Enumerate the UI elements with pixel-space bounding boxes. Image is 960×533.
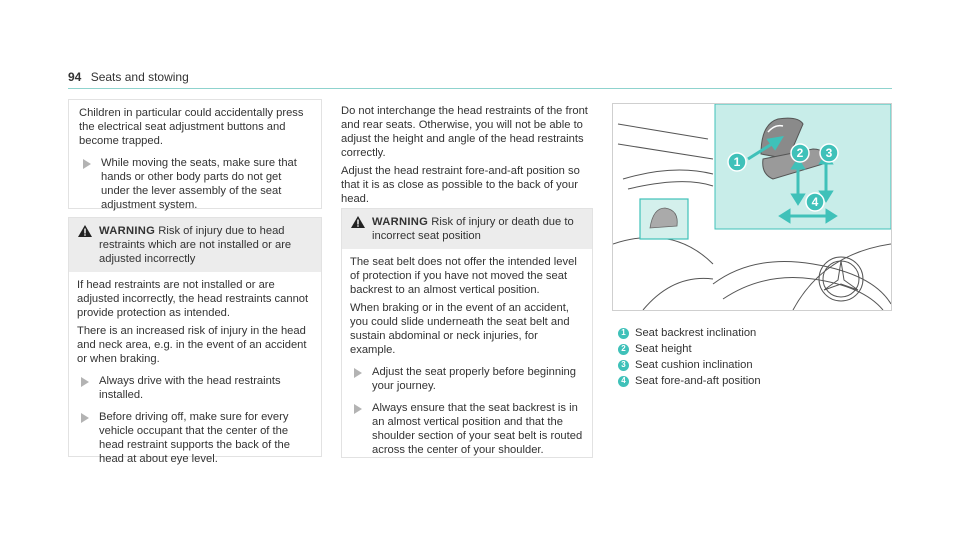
legend-item xyxy=(618,357,761,373)
legend-text: Seat cushion inclination xyxy=(635,359,753,371)
page-number: 94 xyxy=(68,70,82,84)
warning-triangle-icon xyxy=(78,225,92,237)
bullet-text: Always drive with the head restraints installed. xyxy=(99,375,281,401)
warning-box-seat-position xyxy=(341,208,593,458)
page-header xyxy=(68,70,189,84)
warning-title: Risk of injury or death due to incorrect seat position xyxy=(372,216,574,242)
warning-bullet xyxy=(77,410,313,466)
legend-item xyxy=(618,341,761,357)
warning-triangle-icon xyxy=(351,216,365,228)
legend-text: Seat backrest inclination xyxy=(635,327,757,339)
warning-body xyxy=(342,249,592,465)
header-rule xyxy=(68,88,892,89)
bullet-text: Before driving off, make sure for every vehicle occupant that the center of the head restraint supports the back of the head at about eye level. xyxy=(99,411,290,465)
caution-bullet xyxy=(79,156,311,212)
legend-text: Seat height xyxy=(635,343,692,355)
warning-title: Risk of injury due to head restraints which are not installed or are adjusted incorrectly xyxy=(99,225,292,265)
legend-item xyxy=(618,373,761,389)
bullet-text: Always ensure that the seat backrest is in an almost vertical position and that the shoulder section of your seat belt is routed across the center of your shoulder. xyxy=(372,402,583,456)
bullet-text: While moving the seats, make sure that hands or other body parts do not get under the lever assembly of the seat adjustment system. xyxy=(101,157,297,211)
callout-3-label: 3 xyxy=(825,146,833,160)
warning-header xyxy=(69,218,321,272)
legend-number: 3 xyxy=(618,360,629,371)
warning-bullet xyxy=(77,374,313,402)
paragraph: Do not interchange the head restraints of the front and rear seats. Otherwise, you will not be able to adjust the height and angle of the head restraints correctly. xyxy=(341,105,588,159)
warning-label: WARNING xyxy=(99,225,156,237)
warning-box-head-restraints xyxy=(68,217,322,465)
legend-number: 1 xyxy=(618,328,629,339)
warning-bullet xyxy=(350,401,584,457)
warning-body xyxy=(69,272,321,474)
warning-bullet xyxy=(350,365,584,393)
caution-box xyxy=(68,99,322,209)
figure-legend xyxy=(618,325,761,389)
callout-2-label: 2 xyxy=(796,146,804,160)
legend-item xyxy=(618,325,761,341)
legend-number: 4 xyxy=(618,376,629,387)
bullet-arrow-icon xyxy=(83,159,91,169)
bullet-text: Adjust the seat properly before beginning your journey. xyxy=(372,366,576,392)
warning-header xyxy=(342,209,592,249)
legend-text: Seat fore-and-aft position xyxy=(635,375,761,387)
callout-4-label: 4 xyxy=(811,195,819,209)
warning-paragraph: When braking or in the event of an accident, you could slide underneath the seat belt and sustain abdominal or neck injuries, for example. xyxy=(350,302,570,356)
warning-paragraph: The seat belt does not offer the intended level of protection if you have not moved the seat backrest to an almost vertical position. xyxy=(350,256,577,296)
column2-text xyxy=(341,104,593,206)
caution-intro: Children in particular could accidentally press the electrical seat adjustment buttons and become trapped. xyxy=(79,107,304,147)
legend-number: 2 xyxy=(618,344,629,355)
bullet-arrow-icon xyxy=(81,413,89,423)
paragraph: Adjust the head restraint fore-and-aft position so that it is as close as possible to the back of your head. xyxy=(341,165,580,205)
bullet-arrow-icon xyxy=(354,368,362,378)
warning-label: WARNING xyxy=(372,216,429,228)
bullet-arrow-icon xyxy=(354,404,362,414)
seat-controls-illustration xyxy=(612,103,892,311)
section-title: Seats and stowing xyxy=(90,70,189,84)
warning-paragraph: If head restraints are not installed or are adjusted incorrectly, the head restraints cannot provide protection as intended. xyxy=(77,279,309,319)
callout-1-label: 1 xyxy=(733,155,741,169)
door-panel-drawing xyxy=(613,104,891,310)
bullet-arrow-icon xyxy=(81,377,89,387)
warning-paragraph: There is an increased risk of injury in the head and neck area, e.g. in the event of an accident or when braking. xyxy=(77,325,307,365)
